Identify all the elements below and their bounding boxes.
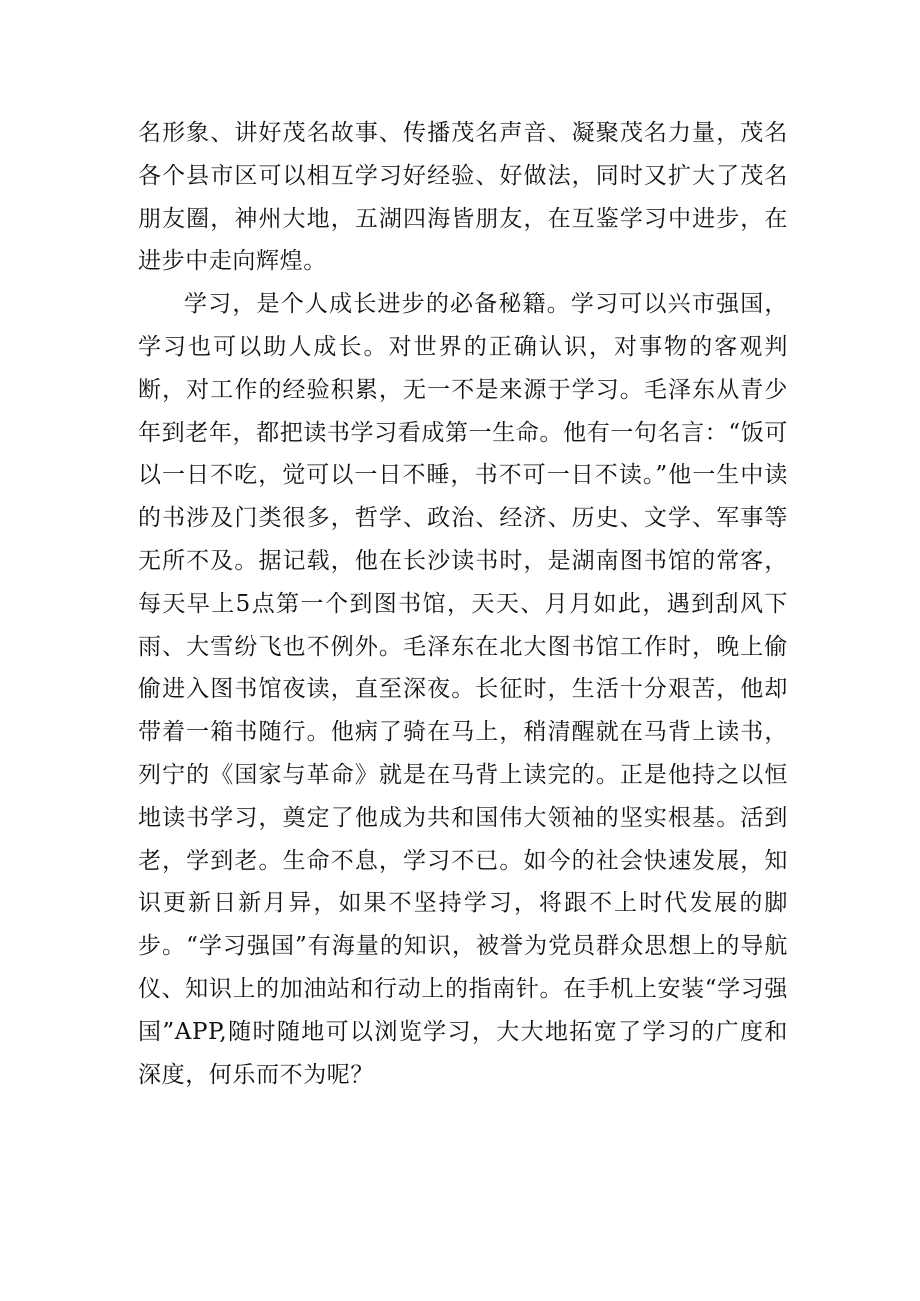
document-body [138, 112, 788, 1096]
paragraph-continuation: 名形象、讲好茂名故事、传播茂名声音、凝聚茂名力量，茂名各个县市区可以相互学习好经验、好做法，同时又扩大了茂名朋友圈，神州大地，五湖四海皆朋友，在互鉴学习中进步，在进步中走向辉煌。 [138, 120, 788, 275]
paragraph-learning: 学习，是个人成长进步的必备秘籍。学习可以兴市强国，学习也可以助人成长。对世界的正确认识，对事物的客观判断，对工作的经验积累，无一不是来源于学习。毛泽东从青少年到老年，都把读书学习看成第一生命。他有一句名言：“饭可以一日不吃，觉可以一日不睡，书不可一日不读。”他一生中读的书涉及门类很多，哲学、政治、经济、历史、文学、军事等无所不及。据记载，他在长沙读书时，是湖南图书馆的常客，每天早上5点第一个到图书馆，天天、月月如此，遇到刮风下雨、大雪纷飞也不例外。毛泽东在北大图书馆工作时，晚上偷偷进入图书馆夜读，直至深夜。长征时，生活十分艰苦，他却带着一箱书随行。他病了骑在马上，稍清醒就在马背上读书，列宁的《国家与革命》就是在马背上读完的。正是他持之以恒地读书学习，奠定了他成为共和国伟大领袖的坚实根基。活到老，学到老。生命不息，学习不已。如今的社会快速发展，知识更新日新月异，如果不坚持学习，将跟不上时代发展的脚步。“学习强国”有海量的知识，被誉为党员群众思想上的导航仪、知识上的加油站和行动上的指南针。在手机上安装“学习强国”APP,随时随地可以浏览学习，大大地拓宽了学习的广度和深度，何乐而不为呢？ [138, 291, 788, 1088]
